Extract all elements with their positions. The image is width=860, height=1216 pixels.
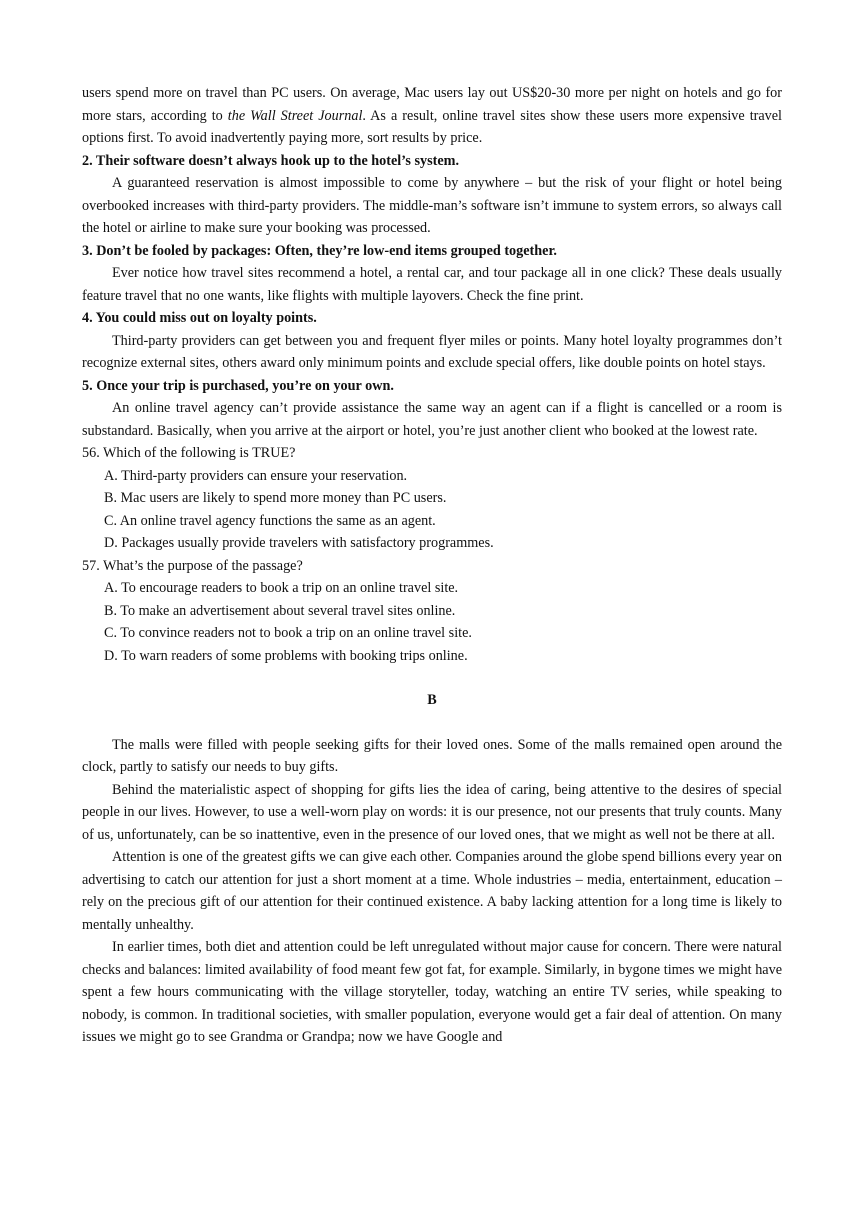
document-page — [82, 82, 782, 1049]
point-3-heading: 3. Don’t be fooled by packages: Often, they’re low-end items grouped together. — [82, 242, 557, 259]
passage-b-paragraph: Behind the materialistic aspect of shopping for gifts lies the idea of caring, being attentive to the desires of special people in our lives. However, to use a well-worn play on words: it is our presence, not our presents that truly counts. Many of us, unfortunately, can be so inattentive, even in the presence of our loved ones, that we might as well not be there at all. — [82, 781, 782, 843]
question-57-option-b: B. To make an advertisement about several travel sites online. — [104, 602, 456, 619]
intro-paragraph — [82, 82, 782, 150]
point-3-body: Ever notice how travel sites recommend a hotel, a rental car, and tour package all in one click? These deals usually feature travel that no one wants, like flights with multiple layovers. Check the fine print. — [82, 265, 782, 304]
question-56-option-d: D. Packages usually provide travelers with satisfactory programmes. — [104, 535, 494, 551]
question-57-option-d: D. To warn readers of some problems with booking trips online. — [104, 647, 468, 664]
question-56-option-a: A. Third-party providers can ensure your reservation. — [104, 467, 408, 484]
question-56-stem: 56. Which of the following is TRUE? — [82, 445, 296, 461]
question-56-option-b: B. Mac users are likely to spend more money than PC users. — [104, 490, 447, 506]
point-2-body: A guaranteed reservation is almost impossible to come by anywhere – but the risk of your flight or hotel being overbooked increases with third-party providers. The middle-man’s software isn’t immune to system errors, so always call the hotel or airline to make sure your booking was processed. — [82, 175, 782, 236]
point-4-heading: 4. You could miss out on loyalty points. — [82, 310, 317, 326]
passage-b-paragraph: The malls were filled with people seeking gifts for their loved ones. Some of the malls remained open around the clock, partly to satisfy our needs to buy gifts. — [82, 736, 782, 775]
point-2-heading: 2. Their software doesn’t always hook up to the hotel’s system. — [82, 152, 460, 169]
question-56-option-c: C. An online travel agency functions the same as an agent. — [104, 512, 436, 529]
intro-text-after: . As a result, online travel sites show these users more expensive travel options first. To avoid inadvertently paying more, sort results by price. — [82, 107, 783, 146]
newspaper-title: the Wall Street Journal — [227, 107, 363, 124]
point-4-body: Third-party providers can get between you and frequent flyer miles or points. Many hotel loyalty programmes don’t recognize external sites, others award only minimum points and exclude special offers, like double points on hotel stays. — [82, 332, 782, 371]
section-b-heading: B — [427, 692, 437, 708]
intro-text-before: users spend more on travel than PC users. On average, Mac users lay out US$20-30 more per night on hotels and go for more stars, according to — [82, 85, 782, 124]
question-57-stem: 57. What’s the purpose of the passage? — [82, 557, 303, 574]
question-57-option-c: C. To convince readers not to book a trip on an online travel site. — [104, 625, 472, 641]
passage-b-paragraph: In earlier times, both diet and attention could be left unregulated without major cause for concern. There were natural checks and balances: limited availability of food meant few got fat, for example. Similarly, in bygone times we might have spent a few hours communicating with the village storyteller, today, watching an entire TV series, while speaking to nobody, is common. In traditional societies, with smaller population, everyone would get a fair deal of attention. On many issues we might go to see Grandma or Grandpa; now we have Google and — [82, 939, 782, 1045]
question-57-option-a: A. To encourage readers to book a trip on an online travel site. — [104, 580, 459, 596]
point-5-heading: 5. Once your trip is purchased, you’re on your own. — [82, 377, 394, 394]
passage-b-paragraph: Attention is one of the greatest gifts we can give each other. Companies around the globe spend billions every year on advertising to catch our attention for just a short moment at a time. Whole industries – media, entertainment, education – rely on the precious gift of our attention for their continued existence. A baby lacking attention for a long time is likely to mentally unhealthy. — [82, 849, 782, 933]
point-5-body: An online travel agency can’t provide assistance the same way an agent can if a flight is cancelled or a room is substandard. Basically, when you arrive at the airport or hotel, you’re just another client who booked at the lowest rate. — [82, 400, 782, 439]
